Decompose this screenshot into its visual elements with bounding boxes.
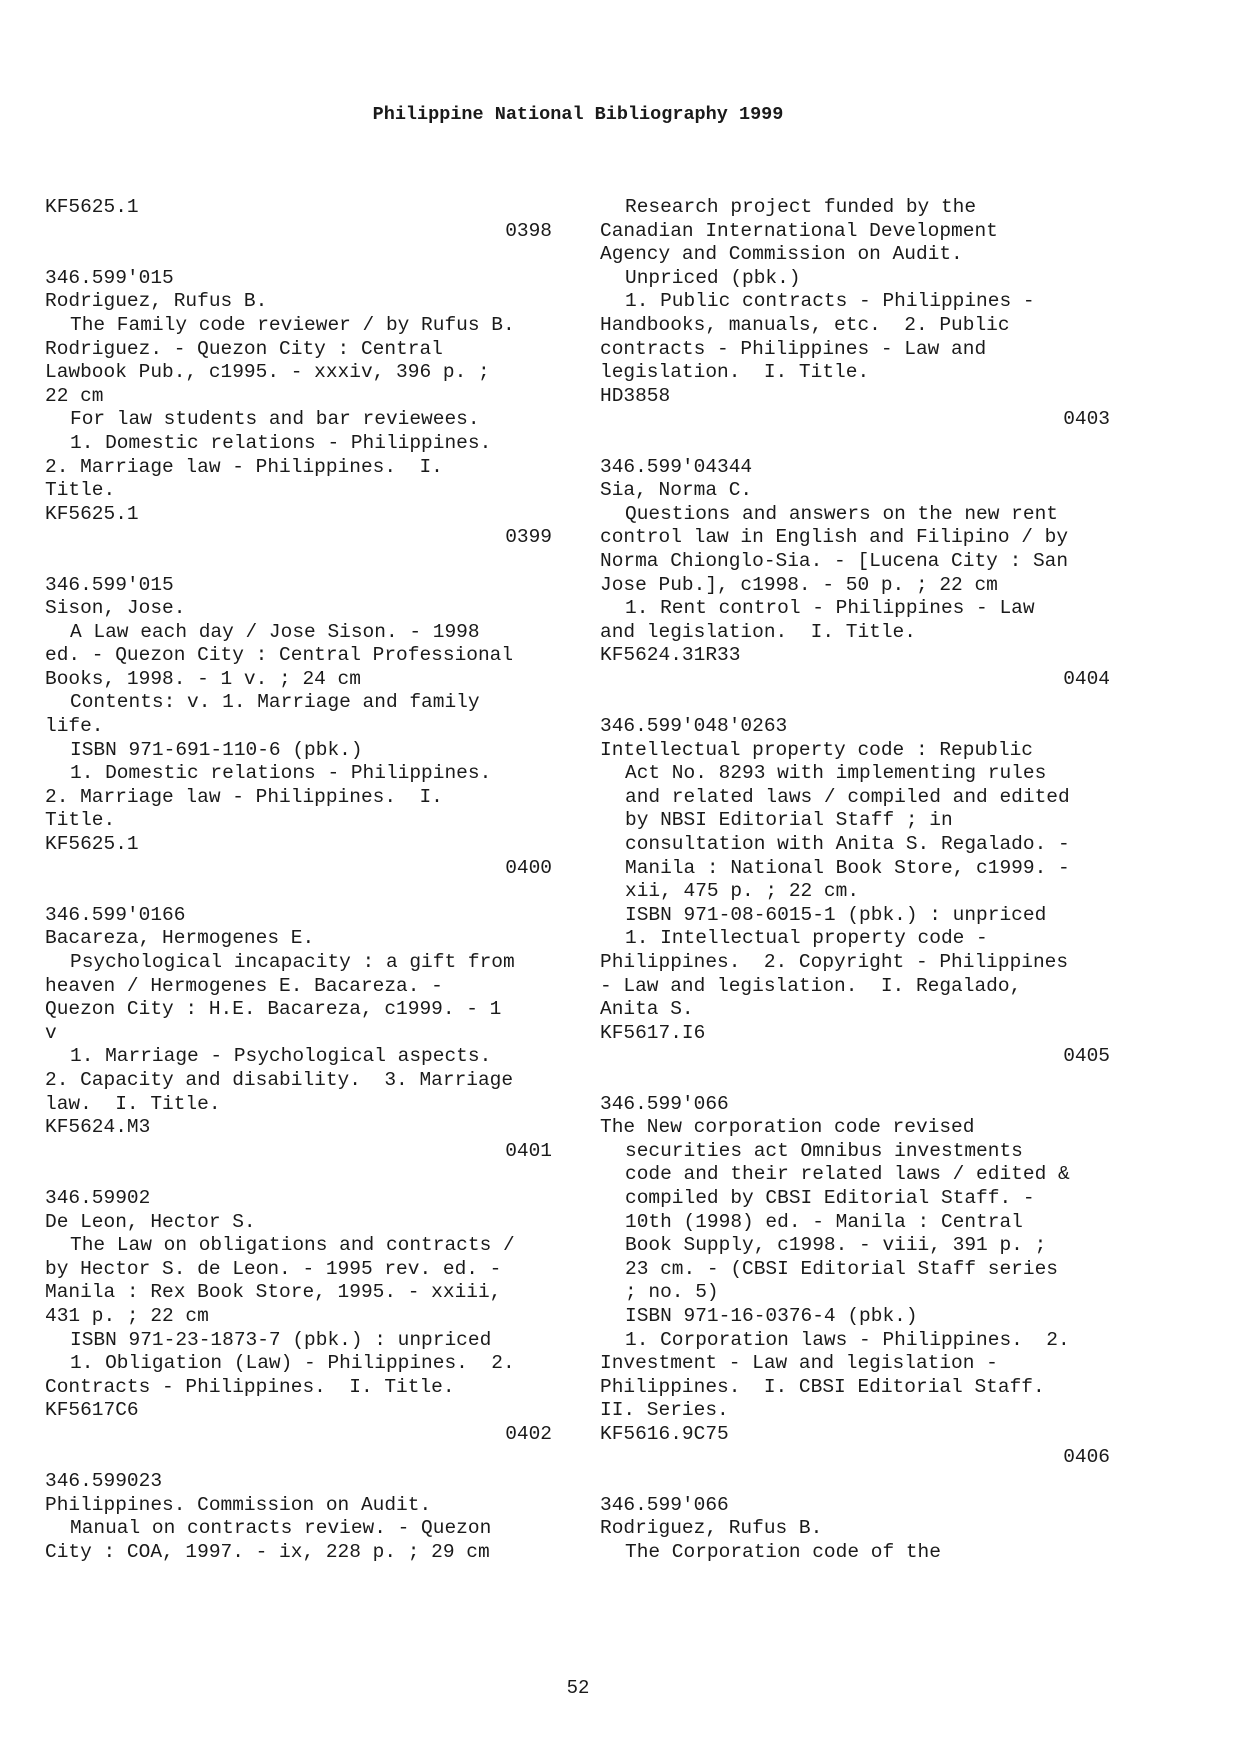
entry-number: 0400: [505, 856, 552, 879]
entry-line: xii, 475 p. ; 22 cm.: [625, 880, 860, 903]
entry-line: Canadian International Development: [600, 219, 998, 242]
entry-line: law. I. Title.: [45, 1092, 221, 1115]
entry-line: Sia, Norma C.: [600, 479, 753, 502]
entry-line: II. Series.: [600, 1399, 729, 1422]
entry-line: Rodriguez. - Quezon City : Central: [45, 337, 443, 360]
entry-line: Manila : Rex Book Store, 1995. - xxiii,: [45, 1281, 502, 1304]
entry-number: 0398: [505, 219, 552, 242]
entry-line: and legislation. I. Title.: [600, 620, 916, 643]
entry-line: The New corporation code revised: [600, 1116, 975, 1139]
entry-line: 2. Capacity and disability. 3. Marriage: [45, 1068, 514, 1091]
entry-separator: [45, 243, 555, 267]
entry-separator: [45, 880, 555, 904]
entry-line: Investment - Law and legislation -: [600, 1352, 998, 1375]
entry-line: KF5625.1: [45, 833, 139, 856]
entry-separator: [45, 550, 555, 574]
entry-line: ISBN 971-23-1873-7 (pbk.) : unpriced: [70, 1328, 492, 1351]
entry-line: Quezon City : H.E. Bacareza, c1999. - 1: [45, 998, 502, 1021]
entry-line: Norma Chionglo-Sia. - [Lucena City : San: [600, 549, 1069, 572]
entry-line: Anita S.: [600, 998, 694, 1021]
entry-line: - Law and legislation. I. Regalado,: [600, 974, 1022, 997]
entry-line: by Hector S. de Leon. - 1995 rev. ed. -: [45, 1257, 502, 1280]
entry-line: Contents: v. 1. Marriage and family: [70, 691, 480, 714]
entry-number: 0405: [1063, 1045, 1110, 1068]
entry-line: 346.599'066: [600, 1493, 729, 1516]
entry-line: Unpriced (pbk.): [625, 266, 801, 289]
entry-number: 0404: [1063, 667, 1110, 690]
entry-number: 0403: [1063, 408, 1110, 431]
entry-line: ISBN 971-16-0376-4 (pbk.): [625, 1304, 918, 1327]
entry-separator: [600, 432, 1110, 456]
entry-separator: [45, 1163, 555, 1187]
entry-line: Psychological incapacity : a gift from: [70, 951, 515, 973]
entry-line: 1. Intellectual property code -: [625, 927, 988, 950]
entry-line: Jose Pub.], c1998. - 50 p. ; 22 cm: [600, 573, 998, 596]
entry-line: 346.59902: [45, 1186, 151, 1209]
entry-line: Book Supply, c1998. - viii, 391 p. ;: [625, 1234, 1047, 1257]
entry-line: The Corporation code of the: [625, 1540, 941, 1563]
entry-line: Manila : National Book Store, c1999. -: [625, 856, 1070, 879]
entry-line: Books, 1998. - 1 v. ; 24 cm: [45, 667, 361, 690]
entry-line: KF5625.1: [45, 502, 139, 525]
entry-line: HD3858: [600, 384, 671, 407]
entry-line: heaven / Hermogenes E. Bacareza. -: [45, 974, 443, 997]
entry-line: KF5616.9C75: [600, 1422, 729, 1445]
entry-line: Sison, Jose.: [45, 597, 186, 620]
entry-line: 346.599'048'0263: [600, 715, 788, 738]
entry-number: 0399: [505, 526, 552, 549]
entry-line: For law students and bar reviewees.: [70, 408, 480, 431]
entry-line: Title.: [45, 809, 116, 832]
entry-line: KF5617C6: [45, 1399, 139, 1422]
entry-line: legislation. I. Title.: [600, 361, 870, 384]
entry-line: Title.: [45, 479, 116, 502]
entry-line: 10th (1998) ed. - Manila : Central: [625, 1210, 1023, 1233]
entry-line: KF5624.31R33: [600, 644, 741, 667]
entry-line: Agency and Commission on Audit.: [600, 243, 963, 266]
entry-line: ISBN 971-08-6015-1 (pbk.) : unpriced: [625, 903, 1047, 926]
entry-line: and related laws / compiled and edited: [625, 785, 1070, 808]
entry-line: 1. Obligation (Law) - Philippines. 2.: [70, 1352, 515, 1375]
entry-line: life.: [45, 715, 104, 738]
entry-line: Philippines. 2. Copyright - Philippines: [600, 951, 1069, 973]
entry-line: KF5624.M3: [45, 1116, 151, 1139]
entry-separator: [600, 1069, 1110, 1093]
entry-line: 1. Domestic relations - Philippines.: [70, 431, 492, 454]
entry-number: 0402: [505, 1422, 552, 1445]
entry-line: Rodriguez, Rufus B.: [45, 290, 268, 313]
entry-line: Questions and answers on the new rent: [625, 502, 1058, 525]
entry-line: 1. Public contracts - Philippines -: [625, 290, 1035, 313]
entry-line: 22 cm: [45, 384, 104, 407]
entry-line: 1. Rent control - Philippines - Law: [625, 597, 1035, 620]
entry-line: 346.599'066: [600, 1092, 729, 1115]
left-column: [45, 196, 555, 1564]
entry-line: 2. Marriage law - Philippines. I.: [45, 785, 443, 808]
entry-line: Intellectual property code : Republic: [600, 738, 1033, 761]
entry-line: ed. - Quezon City : Central Professional: [45, 644, 514, 667]
right-column: [600, 196, 1110, 1564]
entry-line: by NBSI Editorial Staff ; in: [625, 809, 953, 832]
entry-line: code and their related laws / edited &: [625, 1163, 1070, 1186]
entry-line: 1. Domestic relations - Philippines.: [70, 762, 492, 785]
entry-line: ; no. 5): [625, 1281, 719, 1304]
entry-line: Philippines. Commission on Audit.: [45, 1493, 432, 1516]
entry-line: Philippines. I. CBSI Editorial Staff.: [600, 1375, 1045, 1398]
entry-line: 346.599'015: [45, 266, 174, 289]
entry-line: KF5625.1: [45, 196, 139, 218]
entry-line: contracts - Philippines - Law and: [600, 337, 987, 360]
entry-line: securities act Omnibus investments: [625, 1139, 1023, 1162]
entry-separator: [45, 1446, 555, 1470]
entry-line: The Family code reviewer / by Rufus B.: [70, 313, 515, 336]
entry-line: Act No. 8293 with implementing rules: [625, 762, 1047, 785]
entry-line: 346.599'04344: [600, 455, 753, 478]
entry-line: compiled by CBSI Editorial Staff. -: [625, 1186, 1035, 1209]
entry-line: ISBN 971-691-110-6 (pbk.): [70, 738, 363, 761]
entry-line: A Law each day / Jose Sison. - 1998: [70, 620, 480, 643]
entry-line: Handbooks, manuals, etc. 2. Public: [600, 313, 1010, 336]
entry-line: Research project funded by the: [625, 196, 977, 218]
entry-line: 1. Marriage - Psychological aspects.: [70, 1045, 492, 1068]
entry-line: City : COA, 1997. - ix, 228 p. ; 29 cm: [45, 1540, 490, 1563]
entry-line: Rodriguez, Rufus B.: [600, 1517, 823, 1540]
entry-number: 0406: [1063, 1446, 1110, 1469]
entry-line: 1. Corporation laws - Philippines. 2.: [625, 1328, 1070, 1351]
entry-line: 23 cm. - (CBSI Editorial Staff series: [625, 1257, 1058, 1280]
entry-line: 2. Marriage law - Philippines. I.: [45, 455, 443, 478]
page-title: Philippine National Bibliography 1999: [372, 104, 784, 125]
entry-line: KF5617.I6: [600, 1021, 706, 1044]
entry-line: 346.599023: [45, 1470, 163, 1493]
entry-line: 431 p. ; 22 cm: [45, 1304, 209, 1327]
entry-line: 346.599'0166: [45, 903, 186, 926]
entry-line: consultation with Anita S. Regalado. -: [625, 833, 1070, 856]
entry-line: Bacareza, Hermogenes E.: [45, 927, 315, 950]
entry-line: De Leon, Hector S.: [45, 1210, 256, 1233]
entry-separator: [600, 1470, 1110, 1494]
entry-line: v: [45, 1021, 57, 1044]
entry-line: Lawbook Pub., c1995. - xxxiv, 396 p. ;: [45, 361, 490, 384]
page-number: 52: [566, 1677, 590, 1699]
entry-line: 346.599'015: [45, 573, 174, 596]
entry-line: The Law on obligations and contracts /: [70, 1234, 515, 1257]
entry-separator: [600, 691, 1110, 715]
entry-line: Contracts - Philippines. I. Title.: [45, 1375, 455, 1398]
entry-line: Manual on contracts review. - Quezon: [70, 1517, 492, 1540]
entry-number: 0401: [505, 1139, 552, 1162]
entry-line: control law in English and Filipino / by: [600, 526, 1069, 549]
